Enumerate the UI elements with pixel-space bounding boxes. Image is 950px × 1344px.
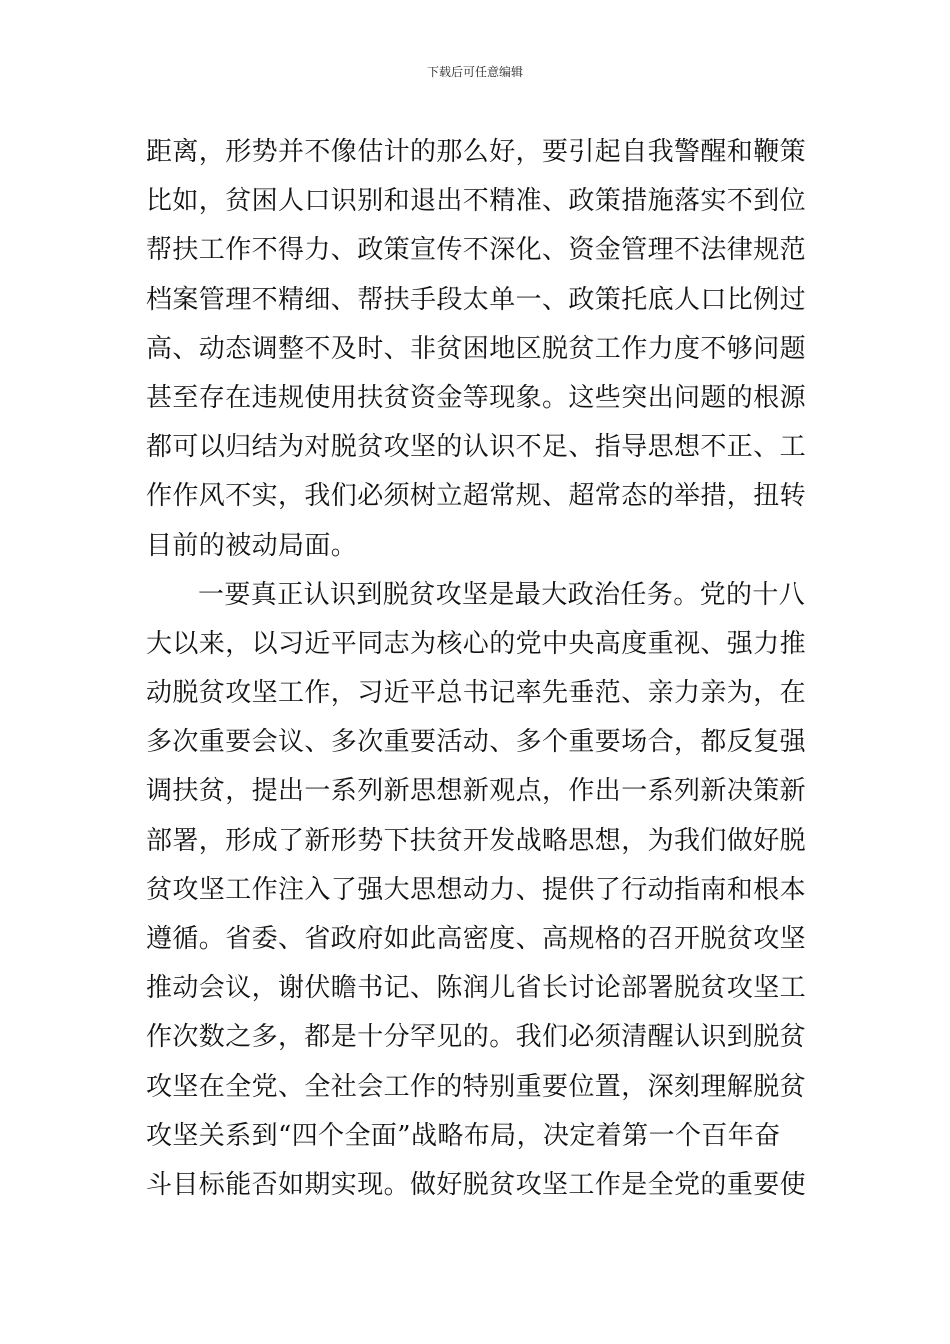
body-line: 多次重要会议、多次重要活动、多个重要场合，都反复强 xyxy=(146,727,807,758)
body-line: 攻坚关系到“四个全面”战略布局，决定着第一个百年奋 xyxy=(146,1120,781,1151)
paragraph-start-line: 一要真正认识到脱贫攻坚是最大政治任务。党的十八 xyxy=(198,579,806,610)
body-line: 甚至存在违规使用扶贫资金等现象。这些突出问题的根源 xyxy=(146,382,807,413)
body-line: 档案管理不精细、帮扶手段太单一、政策托底人口比例过 xyxy=(146,284,807,315)
body-line: 斗目标能否如期实现。做好脱贫攻坚工作是全党的重要使 xyxy=(146,1169,807,1200)
body-line: 部署，形成了新形势下扶贫开发战略思想，为我们做好脱 xyxy=(146,825,807,856)
body-line: 作作风不实，我们必须树立超常规、超常态的举措，扭转 xyxy=(146,481,807,512)
body-line: 大以来，以习近平同志为核心的党中央高度重视、强力推 xyxy=(146,628,807,659)
body-line: 距离，形势并不像估计的那么好，要引起自我警醒和鞭策 xyxy=(146,137,807,167)
body-line: 帮扶工作不得力、政策宣传不深化、资金管理不法律规范 xyxy=(146,235,807,266)
body-line: 攻坚在全党、全社会工作的特别重要位置，深刻理解脱贫 xyxy=(146,1071,807,1102)
body-line: 贫攻坚工作注入了强大思想动力、提供了行动指南和根本 xyxy=(146,874,807,905)
body-line: 高、动态调整不及时、非贫困地区脱贫工作力度不够问题 xyxy=(146,333,807,364)
body-line: 都可以归结为对脱贫攻坚的认识不足、指导思想不正、工 xyxy=(146,432,807,463)
body-line: 动脱贫攻坚工作，习近平总书记率先垂范、亲力亲为，在 xyxy=(146,678,807,709)
body-line: 调扶贫，提出一系列新思想新观点，作出一系列新决策新 xyxy=(146,776,807,807)
page-header: 下载后可任意编辑 xyxy=(426,65,523,79)
body-line: 遵循。省委、省政府如此高密度、高规格的召开脱贫攻坚 xyxy=(146,924,807,954)
body-text xyxy=(146,128,811,1210)
body-line: 推动会议，谢伏瞻书记、陈润儿省长讨论部署脱贫攻坚工 xyxy=(146,973,807,1004)
body-line: 作次数之多，都是十分罕见的。我们必须清醒认识到脱贫 xyxy=(146,1022,807,1053)
body-line: 目前的被动局面。 xyxy=(146,530,358,561)
body-line: 比如，贫困人口识别和退出不精准、政策措施落实不到位 xyxy=(146,186,807,217)
